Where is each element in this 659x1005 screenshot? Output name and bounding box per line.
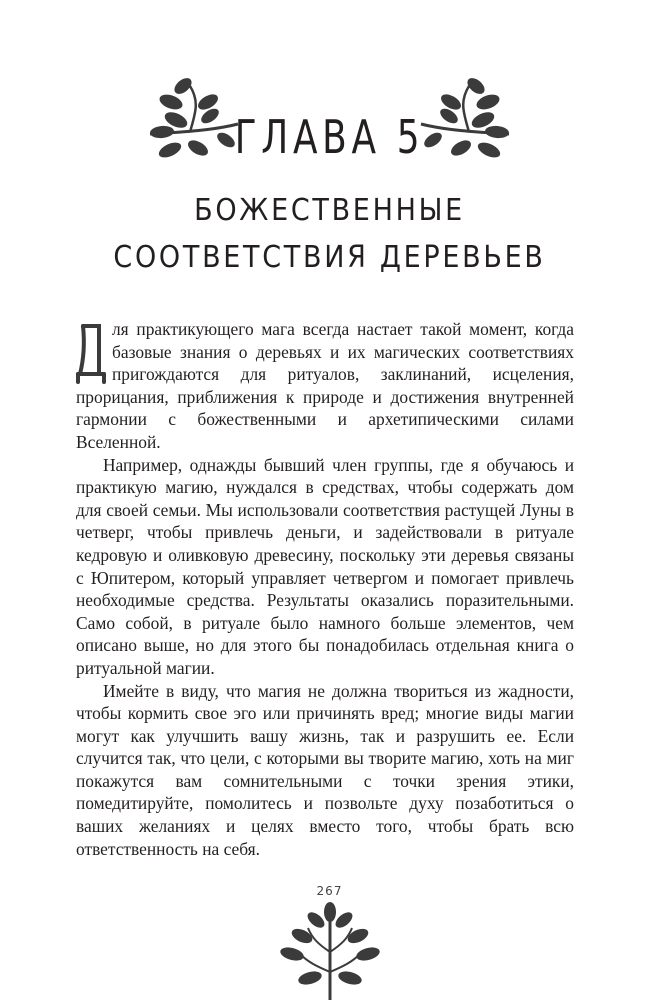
chapter-title-line2: СООТВЕТСТВИЯ ДЕРЕВЬЕВ <box>113 240 546 275</box>
page-number: 267 <box>316 884 343 898</box>
paragraph-1 <box>76 318 574 454</box>
body-text <box>76 318 574 860</box>
chapter-label: ГЛАВА 5 <box>234 110 425 164</box>
footer-tree-ornament <box>0 882 659 1000</box>
paragraph-3: Имейте в виду, что магия не должна твориться из жадности, чтобы кормить свое эго или причинять вред; многие виды магии могут как улучшить вашу жизнь, так и разрушить ее. Если случится так, что цели, с которыми вы творите магию, хоть на миг покажутся вам сомнительными с точки зрения этики, помедитируйте, помолитесь и позвольте духу позаботиться о ваших желаниях и целях вместо того, чтобы брать всю ответственность на себя. <box>76 680 574 859</box>
paragraph-2: Например, однажды бывший член группы, где я обучаюсь и практикую магию, нуждался в средствах, чтобы содержать дом для своей семьи. Мы использовали соответствия растущей Луны в четверг, чтобы привлечь деньги, и задействовали в ритуале кедровую и оливковую древесину, поскольку эти деревья связаны с Юпитером, который управляет четвергом и помогает привлечь необходимые средства. Результаты оказались поразительными. Само собой, в ритуале было намного больше элементов, чем описано выше, но для этого бы понадобилась отдельная книга о ритуальной магии. <box>76 454 574 678</box>
drop-cap-d-icon <box>76 320 106 384</box>
tree-icon <box>0 882 659 1000</box>
chapter-title-line1: БОЖЕСТВЕННЫЕ <box>194 193 465 228</box>
paragraph-1-text: ля практикующего мага всегда настает такой момент, когда базовые знания о деревьях и их магических соответствиях пригождаются для ритуалов, заклинаний, исцеления, прорицания, приближения к природе и достижения внутренней гармонии с божественными и архетипическими силами Вселенной. <box>76 319 574 452</box>
